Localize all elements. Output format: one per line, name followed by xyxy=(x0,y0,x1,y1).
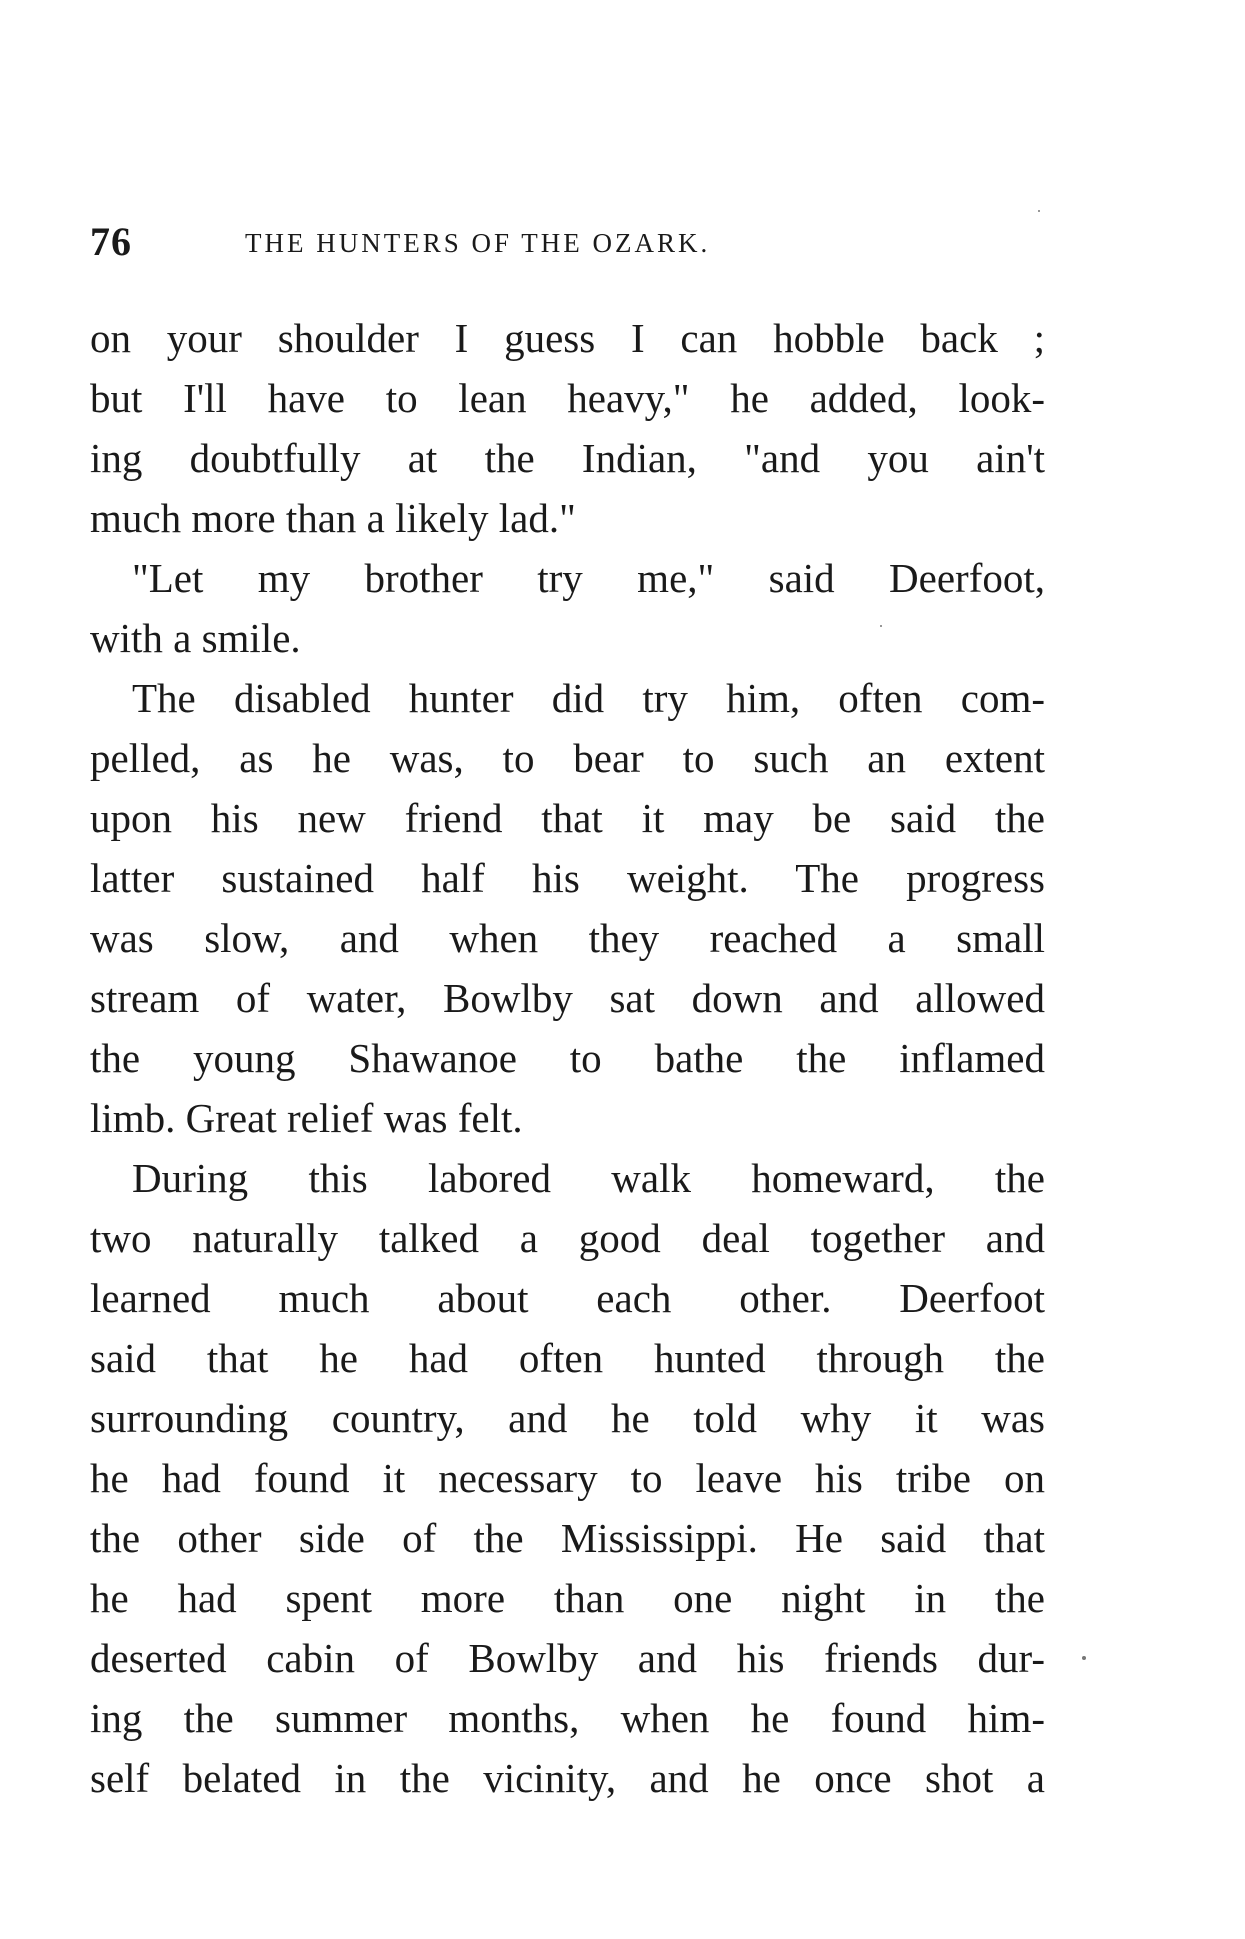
text-line: stream of water, Bowlby sat down and allowed xyxy=(90,975,1045,1021)
body-text xyxy=(90,308,1045,1808)
scan-speck xyxy=(1038,210,1040,212)
text-line: said that he had often hunted through the xyxy=(90,1335,1045,1381)
text-line: "Let my brother try me," said Deerfoot, xyxy=(132,555,1045,601)
text-line: surrounding country, and he told why it was xyxy=(90,1395,1045,1441)
text-line: The disabled hunter did try him, often com- xyxy=(132,675,1045,721)
text-line: he had found it necessary to leave his tribe on xyxy=(90,1455,1045,1501)
text-line: much more than a likely lad." xyxy=(90,495,576,541)
text-line: learned much about each other. Deerfoot xyxy=(90,1275,1045,1321)
scan-speck xyxy=(880,625,882,627)
text-line: on your shoulder I guess I can hobble back ; xyxy=(90,315,1045,361)
text-line: was slow, and when they reached a small xyxy=(90,915,1045,961)
running-title: THE HUNTERS OF THE OZARK. xyxy=(245,228,711,258)
text-line: ing the summer months, when he found him- xyxy=(90,1695,1045,1741)
text-line: limb. Great relief was felt. xyxy=(90,1095,523,1141)
text-line: but I'll have to lean heavy," he added, look- xyxy=(90,375,1045,421)
text-line: he had spent more than one night in the xyxy=(90,1575,1045,1621)
text-line: upon his new friend that it may be said the xyxy=(90,795,1045,841)
running-head xyxy=(90,218,1050,268)
text-line: ing doubtfully at the Indian, "and you ain't xyxy=(90,435,1045,481)
text-line: During this labored walk homeward, the xyxy=(132,1155,1045,1201)
scan-speck xyxy=(1082,1656,1086,1660)
text-line: pelled, as he was, to bear to such an extent xyxy=(90,735,1045,781)
text-line: with a smile. xyxy=(90,615,301,661)
text-line: self belated in the vicinity, and he once shot a xyxy=(90,1755,1045,1801)
text-line: deserted cabin of Bowlby and his friends dur- xyxy=(90,1635,1045,1681)
text-line: the other side of the Mississippi. He said that xyxy=(90,1515,1045,1561)
text-line: latter sustained half his weight. The progress xyxy=(90,855,1045,901)
text-line: the young Shawanoe to bathe the inflamed xyxy=(90,1035,1045,1081)
text-line: two naturally talked a good deal together and xyxy=(90,1215,1045,1261)
page-number: 76 xyxy=(90,219,132,264)
